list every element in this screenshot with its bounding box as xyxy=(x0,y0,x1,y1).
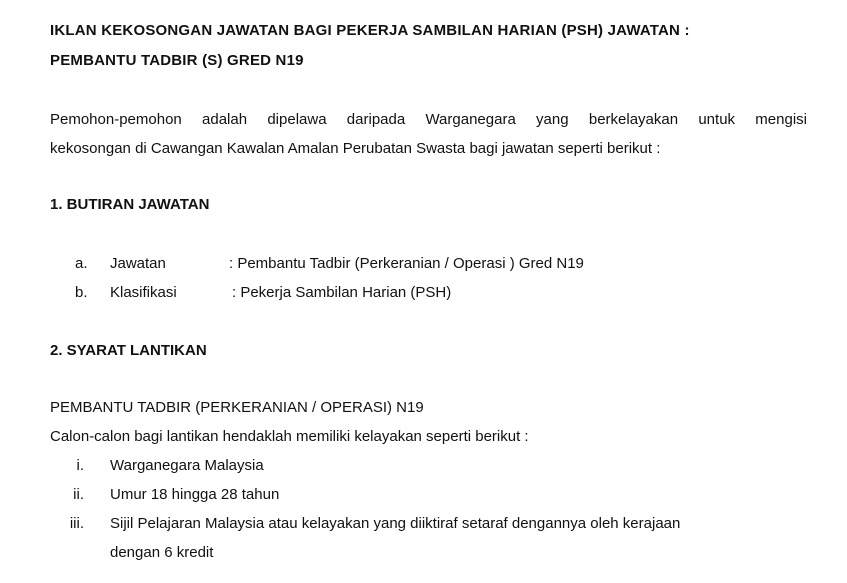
list-marker: i. xyxy=(76,457,84,474)
document-title-line-1: IKLAN KEKOSONGAN JAWATAN BAGI PEKERJA SAMBILAN HARIAN (PSH) JAWATAN : xyxy=(50,22,690,39)
field-value-klasifikasi: : Pekerja Sambilan Harian (PSH) xyxy=(232,284,452,301)
list-marker: b. xyxy=(75,284,88,301)
requirement-item-continuation: dengan 6 kredit xyxy=(110,544,214,561)
position-subheading: PEMBANTU TADBIR (PERKERANIAN / OPERASI) N19 xyxy=(50,399,424,416)
list-marker: iii. xyxy=(69,515,84,532)
document-page xyxy=(50,0,810,583)
intro-line-1: Pemohon-pemohon adalah dipelawa daripada Warganegara yang berkelayakan untuk mengisi xyxy=(50,111,807,128)
intro-line-2: kekosongan di Cawangan Kawalan Amalan Perubatan Swasta bagi jawatan seperti berikut : xyxy=(50,140,661,157)
section-heading-syarat-lantikan: 2. SYARAT LANTIKAN xyxy=(50,342,207,359)
field-label-klasifikasi: Klasifikasi xyxy=(110,284,177,301)
document-title-line-2: PEMBANTU TADBIR (S) GRED N19 xyxy=(50,52,304,69)
intro-paragraph xyxy=(50,105,807,163)
requirement-item: Umur 18 hingga 28 tahun xyxy=(110,486,280,503)
requirement-item: Sijil Pelajaran Malaysia atau kelayakan yang diiktiraf setaraf dengannya oleh kerajaan xyxy=(110,515,681,532)
field-label-jawatan: Jawatan xyxy=(110,255,166,272)
requirements-intro: Calon-calon bagi lantikan hendaklah memiliki kelayakan seperti berikut : xyxy=(50,428,529,445)
requirement-item: Warganegara Malaysia xyxy=(110,457,264,474)
list-marker: a. xyxy=(75,255,88,272)
field-value-jawatan: : Pembantu Tadbir (Perkeranian / Operasi ) Gred N19 xyxy=(229,255,584,272)
section-heading-butiran-jawatan: 1. BUTIRAN JAWATAN xyxy=(50,196,210,213)
list-marker: ii. xyxy=(73,486,84,503)
